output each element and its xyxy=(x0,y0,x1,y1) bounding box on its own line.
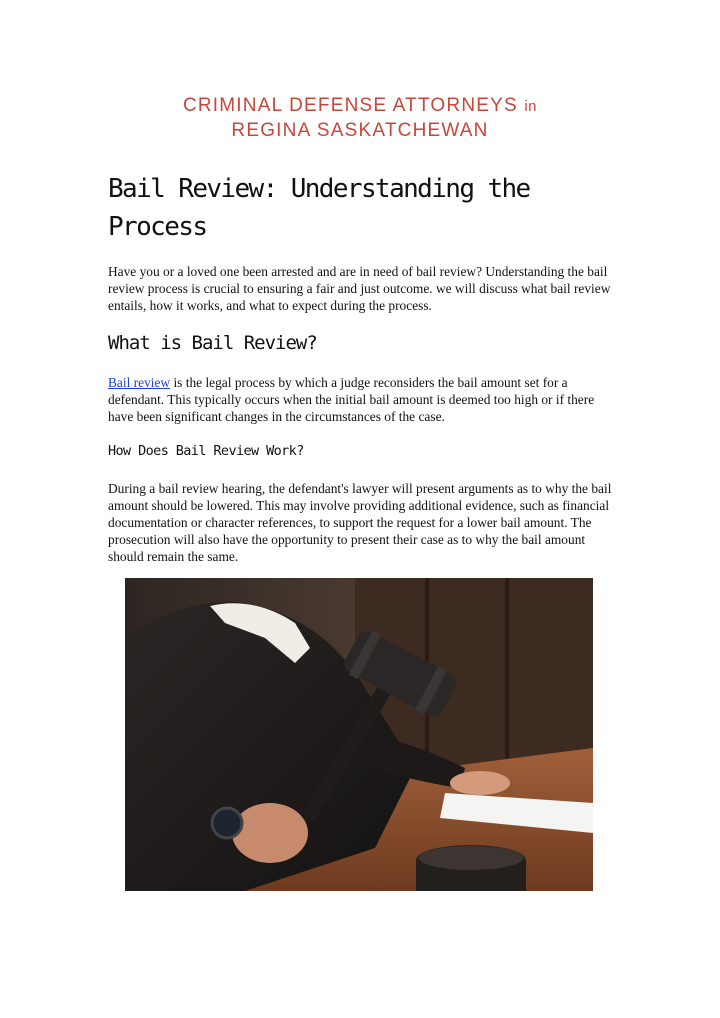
banner-line-2: REGINA SASKATCHEWAN xyxy=(231,120,489,141)
judge-gavel-photo xyxy=(125,578,593,891)
banner-title-text: CRIMINAL DEFENSE ATTORNEYS xyxy=(182,95,518,116)
bail-review-link[interactable]: Bail review xyxy=(108,375,171,390)
intro-paragraph: Have you or a loved one been arrested and are in need of bail review? Understanding the bail review process is crucial to ensuring a fair and just outcome. we will discuss what bail review entails, how it works, and what to expect during the process. xyxy=(108,264,611,313)
section1-body-text: is the legal process by which a judge reconsiders the bail amount set for a defendant. This typically occurs when the initial bail amount is deemed too high or if there have been significant changes in the circumstances of the case. xyxy=(108,375,595,424)
section2-paragraph: During a bail review hearing, the defendant's lawyer will present arguments as to why the bail amount should be lowered. This may involve providing additional evidence, such as financial documentation or character references, to support the request for a lower bail amount. The prosecution will also have the opportunity to present their case as to why the bail amount should remain the same. xyxy=(108,481,612,564)
section-heading-what-is: What is Bail Review? xyxy=(108,332,317,354)
section1-paragraph xyxy=(108,374,616,425)
banner-line-1 xyxy=(0,94,720,119)
site-banner xyxy=(0,94,720,143)
section-heading-how-works: How Does Bail Review Work? xyxy=(108,443,304,459)
banner-in-text: in xyxy=(524,98,538,115)
page-title: Bail Review: Understanding the Process xyxy=(108,174,530,242)
